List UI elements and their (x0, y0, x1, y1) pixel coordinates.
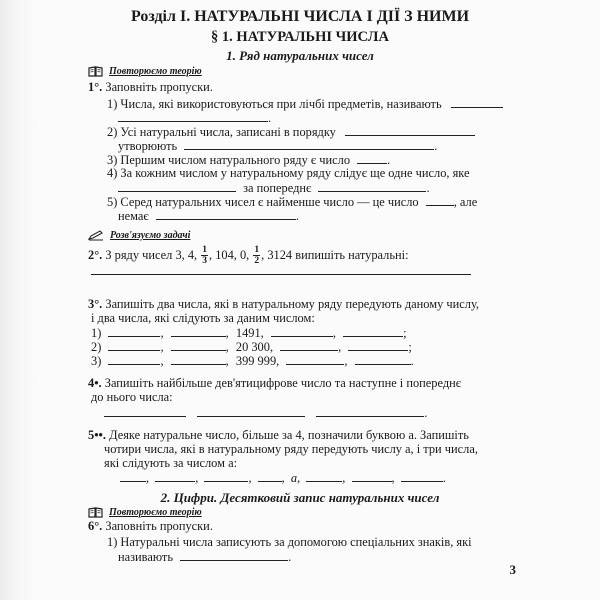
answer-blank[interactable] (108, 353, 160, 365)
comma: , (248, 471, 252, 485)
answer-blank[interactable] (271, 325, 333, 337)
exercise-text: Заповніть пропуски. (105, 519, 213, 533)
exercise-text: 1) Натуральні числа записують за допомогою спеціальних знаків, які (107, 535, 472, 549)
comma: , (225, 326, 229, 340)
section-title: § 1. НАТУРАЛЬНІ ЧИСЛА (211, 29, 389, 45)
comma: , (160, 340, 164, 354)
fraction-one-third (201, 245, 208, 266)
period: . (424, 406, 428, 420)
exercise-text: 1) Числа, які використовуються при лічбі предметів, називають (107, 97, 442, 111)
answer-blank[interactable] (357, 152, 387, 164)
theory-rubric (88, 66, 202, 77)
exercise-text: , 104, 0, (209, 248, 250, 262)
pencil-icon (88, 230, 104, 241)
comma: , (342, 471, 346, 485)
answer-blank[interactable] (118, 180, 236, 192)
exercise-3-line1 (88, 297, 479, 312)
ex1-item2-line2: утворюють . (118, 139, 438, 153)
ex1-item1-line2: . (118, 110, 271, 126)
answer-blank[interactable] (171, 325, 226, 337)
answer-blank[interactable] (155, 470, 195, 482)
answer-blank[interactable] (316, 405, 424, 417)
exercise-5-answers (120, 470, 446, 486)
given-number: 1491, (235, 326, 264, 340)
answer-blank[interactable] (352, 470, 392, 482)
exercise-text: 3) Першим числом натурального ряду є число (107, 153, 351, 167)
answer-blank[interactable] (345, 124, 475, 136)
exercise-5-line2 (104, 442, 478, 457)
fraction-numerator: 1 (254, 245, 260, 255)
comma: , (146, 471, 150, 485)
exercise-text: утворюють (118, 139, 178, 153)
exercise-text: З ряду чисел 3, 4, (105, 248, 198, 262)
exercise-number: 4•. (88, 376, 102, 390)
exercise-text: називають (118, 550, 174, 564)
exercise-number: 6°. (88, 519, 103, 533)
fraction-denominator: 2 (254, 256, 260, 266)
answer-blank[interactable] (348, 339, 408, 351)
exercise-text: Заповніть пропуски. (105, 80, 213, 94)
row-label: 2) (91, 340, 102, 354)
open-book-icon (88, 66, 103, 77)
answer-blank[interactable] (318, 180, 426, 192)
answer-blank[interactable] (108, 339, 160, 351)
comma: , (160, 354, 164, 368)
answer-blank[interactable] (184, 138, 434, 150)
ex1-item3: 3) Першим числом натурального ряду є число . (107, 153, 391, 167)
exercise-number: 5••. (88, 428, 106, 442)
given-number: 20 300, (235, 340, 274, 354)
comma: , (195, 471, 199, 485)
exercise-text: які слідують за числом a: (104, 456, 238, 470)
comma: , (332, 326, 336, 340)
chapter-title: Розділ І. НАТУРАЛЬНІ ЧИСЛА І ДІЇ З НИМИ (130, 8, 470, 25)
comma: , (297, 471, 301, 485)
exercise-2 (88, 245, 409, 266)
answer-blank[interactable] (171, 353, 226, 365)
answer-blank[interactable] (108, 325, 160, 337)
exercise-5-line1 (88, 428, 469, 443)
theory-label: Повторюємо теорію (109, 507, 202, 518)
comma: , (225, 340, 229, 354)
fraction-one-half (253, 245, 260, 266)
exercise-number: 3°. (88, 297, 103, 311)
period: . (410, 354, 414, 368)
exercise-3-line2 (91, 311, 315, 326)
answer-blank[interactable] (306, 470, 342, 482)
exercise-6-intro (88, 519, 213, 534)
ex6-item1-line1 (107, 535, 472, 550)
tasks-rubric (88, 230, 190, 241)
answer-blank[interactable] (355, 353, 411, 365)
exercise-4-answers (104, 405, 427, 421)
answer-blank[interactable] (451, 96, 503, 108)
exercise-number: 2°. (88, 248, 103, 262)
semicolon: ; (403, 326, 407, 340)
exercise-text: , але (453, 195, 478, 209)
answer-blank[interactable] (156, 208, 296, 220)
page-number: 3 (509, 562, 516, 577)
fraction-numerator: 1 (202, 245, 207, 255)
ex1-item4-line2: за попереднє . (118, 180, 430, 196)
exercise-text: немає (118, 209, 149, 223)
tasks-label: Розв'язуємо задачі (110, 230, 191, 241)
exercise-number: 1°. (88, 80, 103, 94)
exercise-1-intro (88, 80, 213, 95)
answer-blank[interactable] (180, 549, 288, 561)
ex1-item5-line2: немає . (118, 209, 299, 223)
exercise-text: , 3124 випишіть натуральні: (261, 248, 409, 262)
answer-blank[interactable] (118, 110, 268, 122)
exercise-text: 5) Серед натуральних чисел є найменше число — це число (107, 195, 419, 209)
ex1-item4-line1 (107, 166, 470, 181)
comma: , (160, 326, 164, 340)
comma: , (281, 471, 285, 485)
exercise-5-line3 (104, 456, 237, 471)
open-book-icon (88, 507, 103, 518)
exercise-text: Деяке натуральне число, більше за 4, позначили буквою a. Запишіть (109, 428, 469, 442)
exercise-4-line1 (88, 376, 461, 391)
exercise-text: Запишіть два числа, які в натуральному ряду передують даному числу, (105, 297, 480, 311)
answer-blank[interactable] (343, 325, 403, 337)
theory-rubric (88, 507, 202, 518)
semicolon: ; (408, 340, 412, 354)
exercise-4-line2 (91, 390, 173, 405)
row-label: 3) (91, 354, 102, 368)
fraction-denominator: 3 (202, 256, 207, 266)
answer-blank[interactable] (204, 470, 248, 482)
exercise-3-row-3 (91, 353, 414, 369)
variable-a: a (290, 471, 298, 485)
comma: , (344, 354, 348, 368)
exercise-text: 4) За кожним числом у натуральному ряду слідує ще одне число, яке (107, 166, 470, 180)
exercise-text: чотири числа, які в натуральному ряду передують числу a, і три числа, (104, 442, 478, 456)
exercise-text: за попереднє (243, 181, 312, 195)
answer-blank[interactable] (426, 194, 454, 206)
comma: , (225, 354, 229, 368)
subsection-title: 1. Ряд натуральних чисел (226, 48, 374, 63)
row-label: 1) (91, 326, 102, 340)
exercise-text: до нього числа: (91, 390, 173, 404)
exercise-text: і два числа, які слідують за даним числом: (91, 311, 315, 325)
answer-line[interactable] (91, 274, 471, 275)
answer-blank[interactable] (197, 405, 305, 417)
answer-blank[interactable] (258, 470, 282, 482)
exercise-text: Запишіть найбільше дев'ятицифрове число та наступне і попереднє (104, 376, 462, 390)
exercise-text: 2) Усі натуральні числа, записані в порядку (107, 125, 336, 139)
answer-blank[interactable] (171, 339, 226, 351)
answer-blank[interactable] (120, 470, 146, 482)
answer-blank[interactable] (401, 470, 443, 482)
answer-blank[interactable] (286, 353, 344, 365)
answer-blank[interactable] (104, 405, 186, 417)
comma: , (391, 471, 395, 485)
answer-blank[interactable] (280, 339, 338, 351)
comma: , (338, 340, 342, 354)
given-number: 399 999, (235, 354, 280, 368)
subsection-title: 2. Цифри. Десятковий запис натуральних чисел (160, 490, 440, 505)
theory-label: Повторюємо теорію (109, 66, 202, 77)
ex6-item1-line2: називають . (118, 550, 292, 564)
period: . (442, 471, 446, 485)
